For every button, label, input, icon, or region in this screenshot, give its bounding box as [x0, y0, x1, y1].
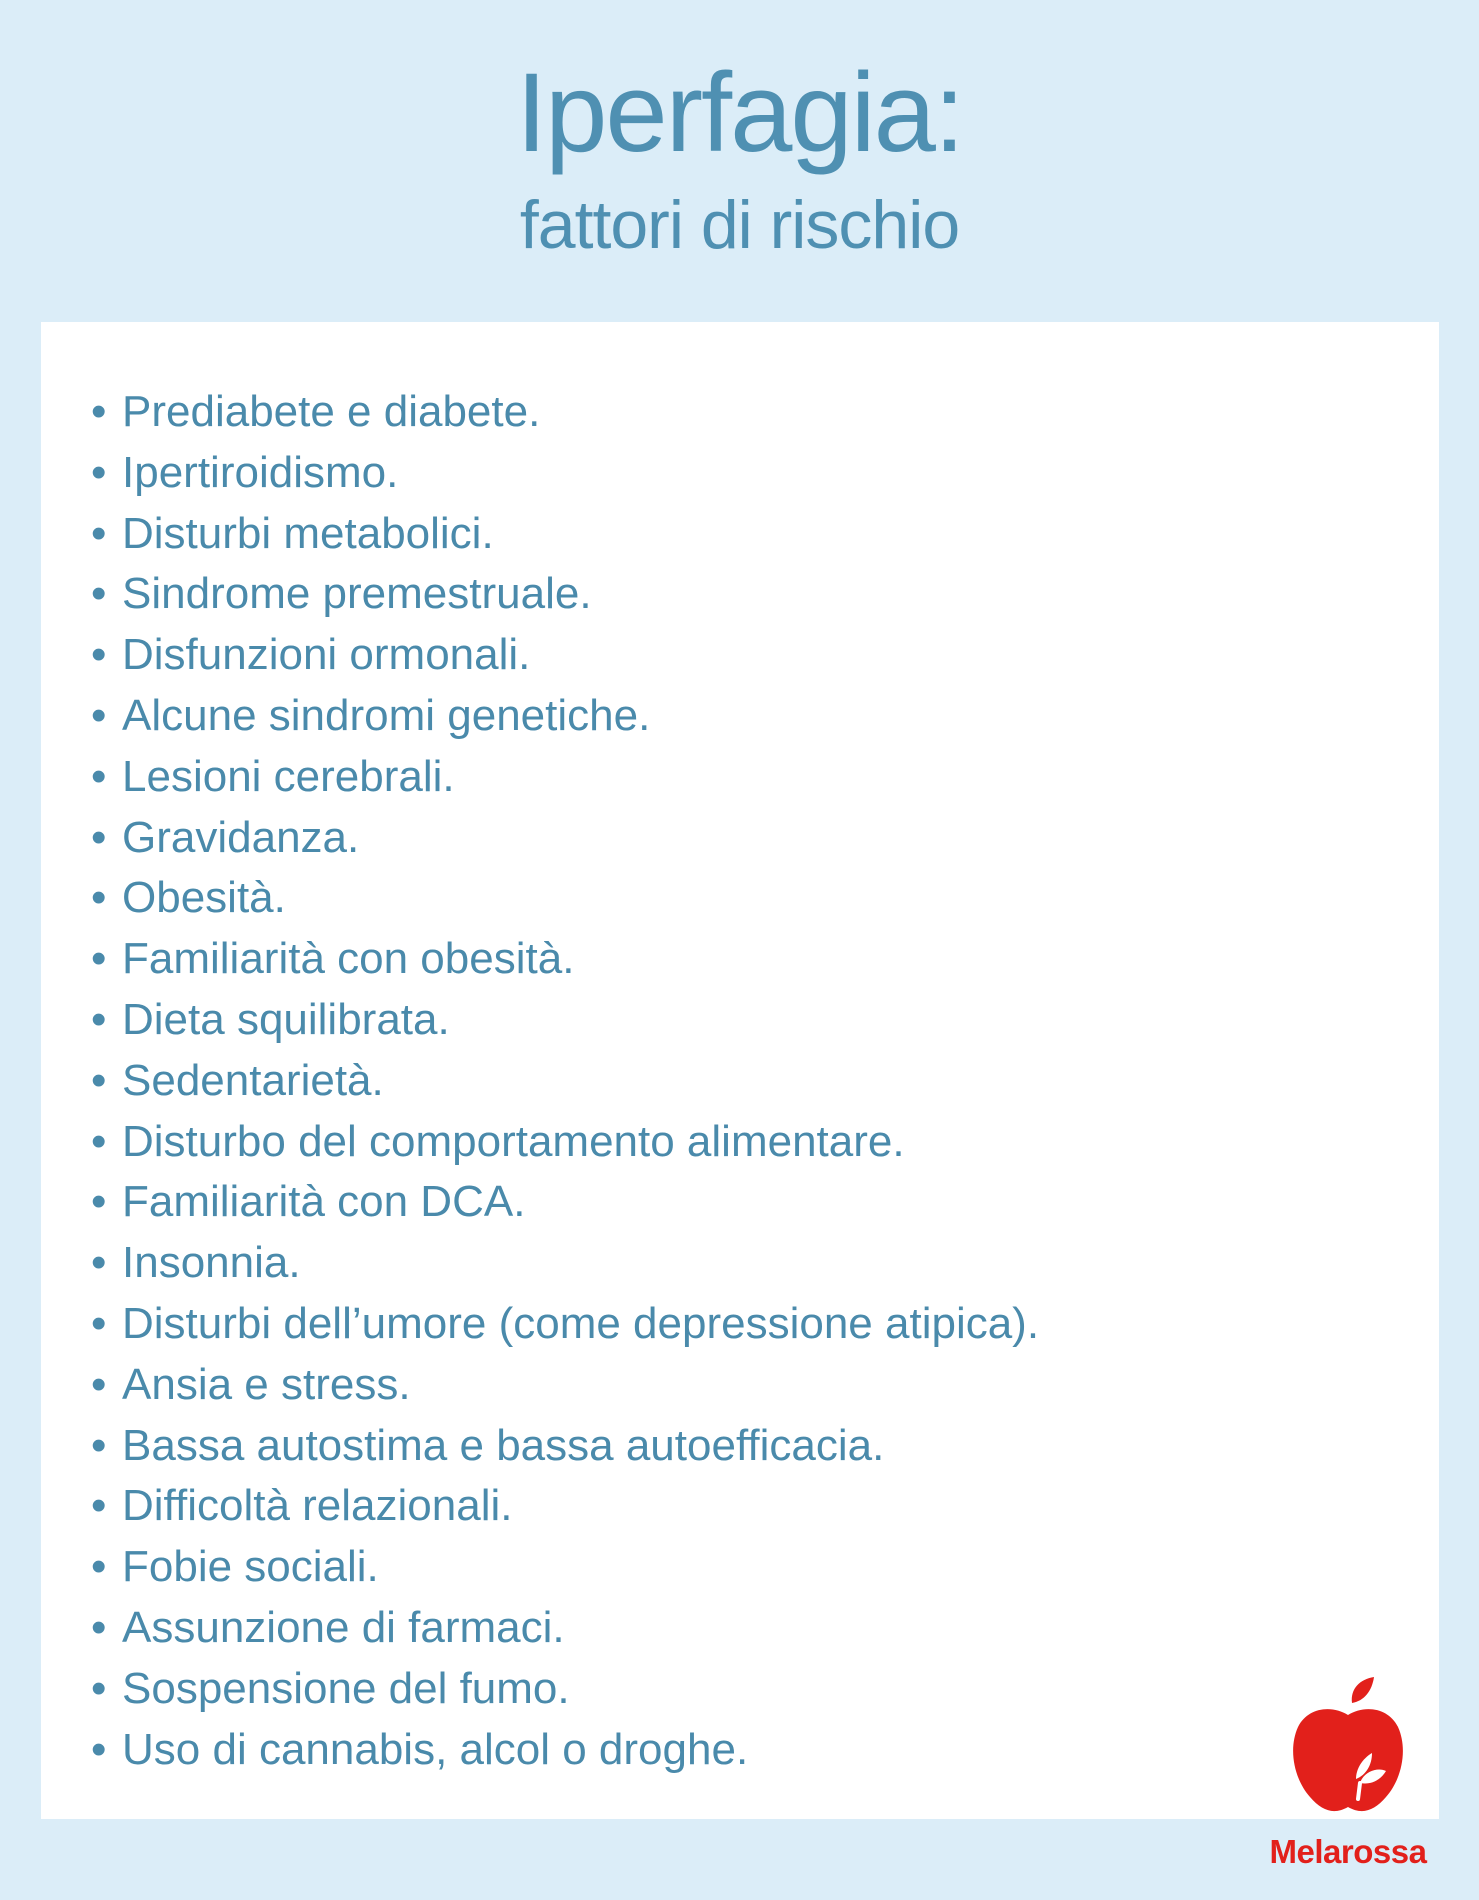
list-item [91, 1172, 1039, 1233]
list-item [91, 747, 1039, 808]
list-item-text: Sospensione del fumo. [122, 1663, 570, 1713]
list-item-text: Ipertiroidismo. [122, 447, 399, 497]
list-item [91, 382, 1039, 443]
logo-text: Melarossa [1269, 1833, 1427, 1870]
list-item-text: Difficoltà relazionali. [122, 1481, 513, 1531]
list-item-text: Alcune sindromi genetiche. [122, 690, 651, 740]
bullet-icon: • [91, 1055, 107, 1105]
list-item [91, 1416, 1039, 1477]
list-item [91, 564, 1039, 625]
list-item-text: Familiarità con obesità. [122, 934, 575, 984]
page-subtitle: fattori di rischio [519, 187, 960, 263]
bullet-icon: • [91, 812, 107, 862]
page-title: Iperfagia: [516, 50, 963, 175]
list-item-text: Uso di cannabis, alcol o droghe. [122, 1724, 749, 1774]
list-item-text: Gravidanza. [122, 812, 360, 862]
list-item [91, 1659, 1039, 1720]
bullet-icon: • [91, 994, 107, 1044]
list-item [91, 929, 1039, 990]
bullet-icon: • [91, 1542, 107, 1592]
melarossa-logo [1258, 1675, 1438, 1875]
list-item [91, 1051, 1039, 1112]
bullet-icon: • [91, 1481, 107, 1531]
bullet-icon: • [91, 1116, 107, 1166]
bullet-icon: • [91, 1663, 107, 1713]
list-item-text: Fobie sociali. [122, 1542, 379, 1592]
bullet-icon: • [91, 630, 107, 680]
list-item [91, 868, 1039, 929]
list-item [91, 1233, 1039, 1294]
list-item-text: Ansia e stress. [122, 1359, 411, 1409]
list-item-text: Assunzione di farmaci. [122, 1602, 565, 1652]
list-item-text: Disturbi metabolici. [122, 508, 494, 558]
list-item [91, 1476, 1039, 1537]
list-item [91, 1720, 1039, 1781]
list-item-text: Disturbo del comportamento alimentare. [122, 1116, 905, 1166]
list-item [91, 1598, 1039, 1659]
bullet-icon: • [91, 569, 107, 619]
list-item-text: Dieta squilibrata. [122, 994, 450, 1044]
list-item-text: Disfunzioni ormonali. [122, 630, 531, 680]
bullet-icon: • [91, 1724, 107, 1774]
header [0, 0, 1479, 322]
list-item-text: Bassa autostima e bassa autoefficacia. [122, 1420, 885, 1470]
bullet-icon: • [91, 934, 107, 984]
list-item [91, 625, 1039, 686]
bullet-icon: • [91, 1177, 107, 1227]
list-item-text: Sindrome premestruale. [122, 569, 592, 619]
list-item [91, 1537, 1039, 1598]
bullet-icon: • [91, 1420, 107, 1470]
list-item [91, 504, 1039, 565]
bullet-icon: • [91, 873, 107, 923]
list-item-text: Disturbi dell’umore (come depressione atipica). [122, 1298, 1040, 1348]
bullet-icon: • [91, 1298, 107, 1348]
apple-icon [1288, 1675, 1408, 1825]
bullet-icon: • [91, 751, 107, 801]
list-item-text: Insonnia. [122, 1238, 301, 1288]
list-item [91, 686, 1039, 747]
list-item [91, 1355, 1039, 1416]
bullet-icon: • [91, 1238, 107, 1288]
risk-factors-card [41, 322, 1439, 1819]
list-item-text: Sedentarietà. [122, 1055, 384, 1105]
bullet-icon: • [91, 387, 107, 436]
bullet-icon: • [91, 447, 107, 497]
list-item-text: Familiarità con DCA. [122, 1177, 526, 1227]
risk-factors-list [91, 382, 1039, 1780]
list-item [91, 808, 1039, 869]
list-item-text: Lesioni cerebrali. [122, 751, 455, 801]
list-item [91, 443, 1039, 504]
list-item [91, 990, 1039, 1051]
bullet-icon: • [91, 690, 107, 740]
bullet-icon: • [91, 508, 107, 558]
list-item [91, 1294, 1039, 1355]
bullet-icon: • [91, 1602, 107, 1652]
list-item-text: Prediabete e diabete. [122, 387, 541, 436]
list-item-text: Obesità. [122, 873, 286, 923]
bullet-icon: • [91, 1359, 107, 1409]
list-item [91, 1112, 1039, 1173]
